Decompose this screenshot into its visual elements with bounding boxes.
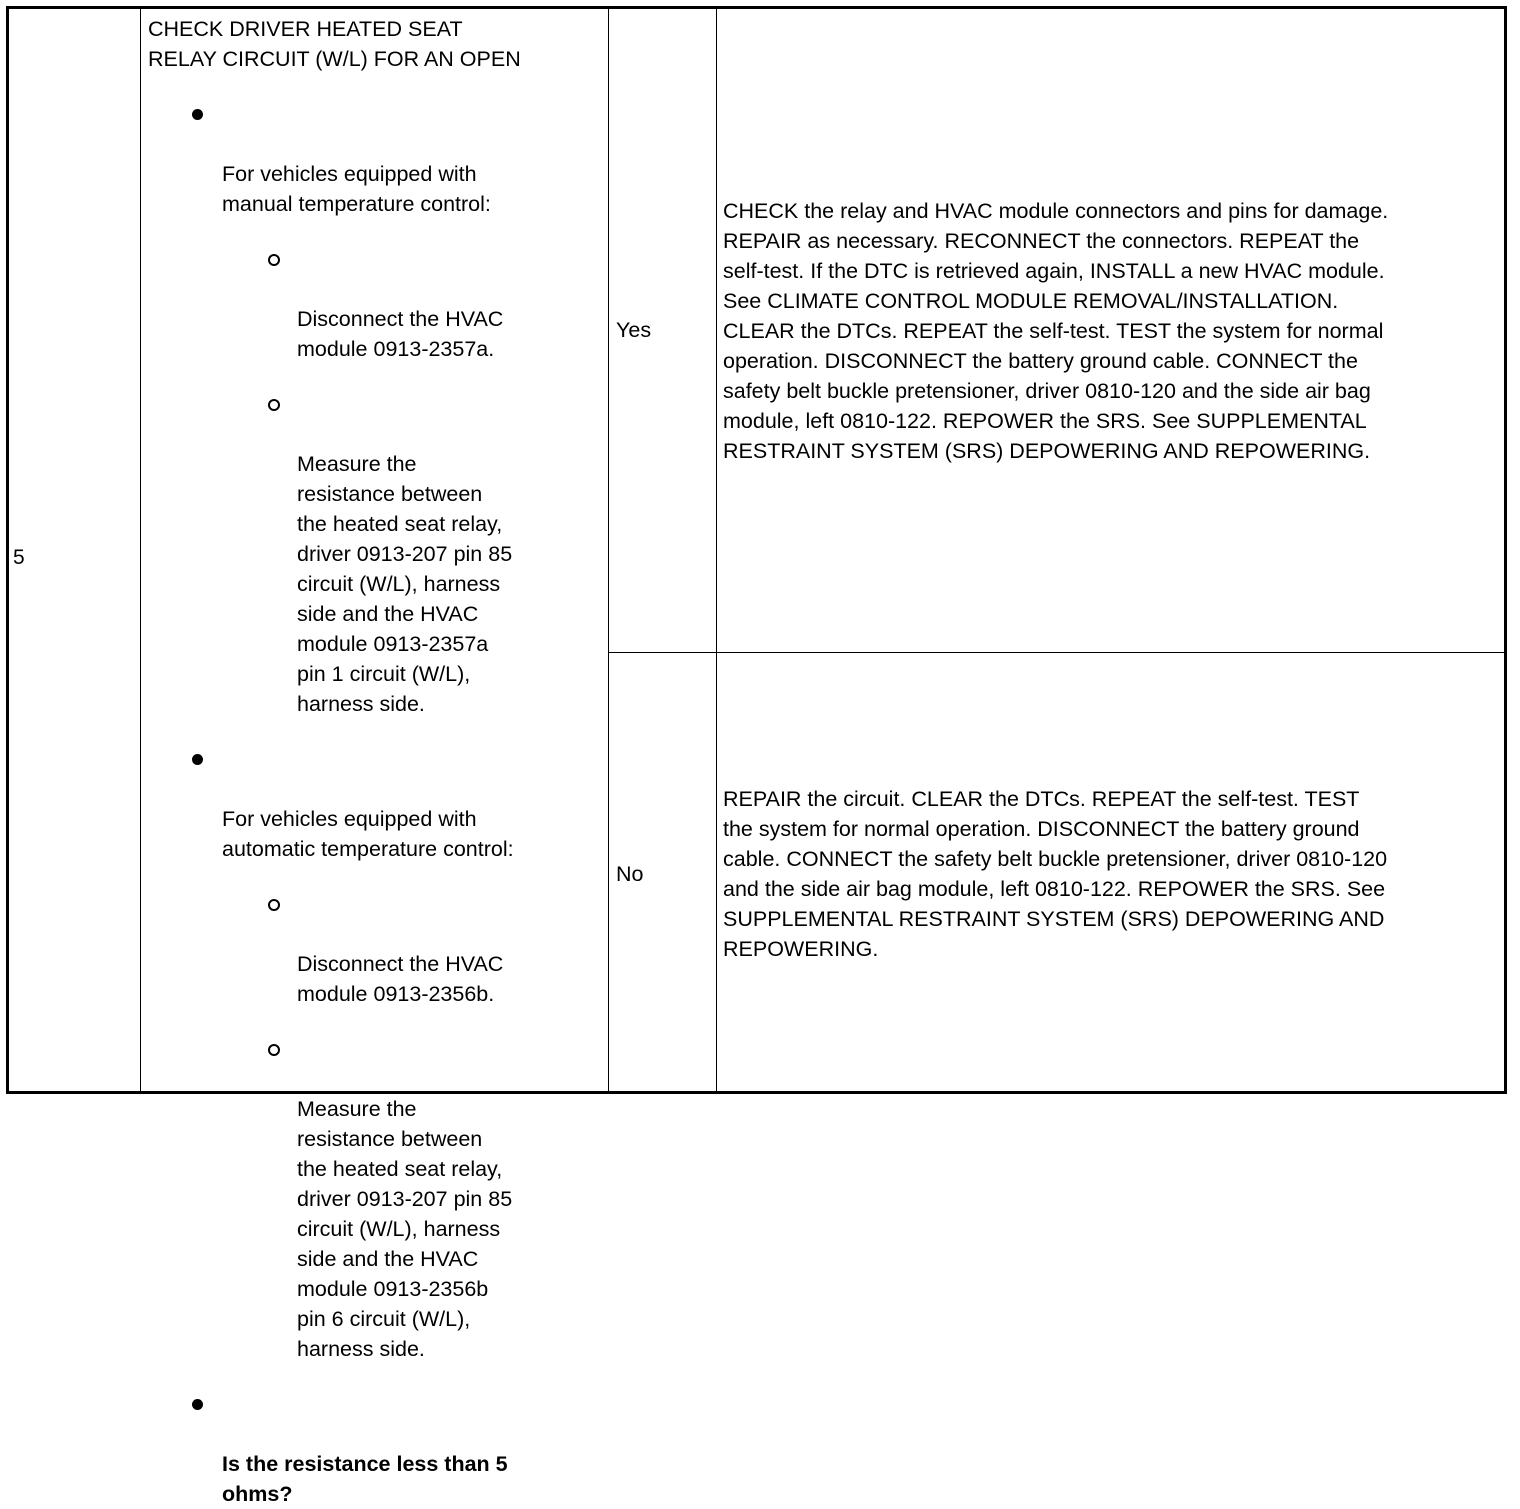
bullet-dot-icon [192, 754, 203, 765]
sub-item [148, 389, 588, 719]
row-divider [608, 652, 1504, 653]
no-label: No [616, 862, 644, 886]
step-number: 5 [13, 546, 25, 569]
sub-item [148, 889, 588, 1009]
sub-item [148, 1034, 588, 1364]
question-text: Is the resistance less than 5 ohms? [222, 1452, 508, 1506]
procedure-cell [148, 14, 588, 1509]
column-divider [716, 9, 717, 1091]
diagnostic-step-table [6, 6, 1507, 1506]
yes-action-text: CHECK the relay and HVAC module connectors and pins for damage. REPAIR as necessary. RECONNECT the connectors. REPEAT the self-test. If the DTC is retrieved again, INSTALL a new HVAC module. See CLIMATE CONTROL MODULE REMOVAL/INSTALLATION. CLEAR the DTCs. REPEAT the self-test. TEST the system for normal operation. DISCONNECT the battery ground cable. CONNECT the safety belt buckle pretensioner, driver 0810-120 and the side air bag module, left 0810-122. REPOWER the SRS. See SUPPLEMENTAL RESTRAINT SYSTEM (SRS) DEPOWERING AND REPOWERING. [723, 199, 1389, 463]
sub-bullet-circle-icon [268, 254, 280, 266]
yes-label: Yes [616, 318, 652, 342]
bullet-text: For vehicles equipped with manual temperature control: [222, 162, 491, 216]
bullet-dot-icon [192, 1399, 203, 1410]
column-divider [140, 9, 141, 1091]
bullet-text: For vehicles equipped with automatic temperature control: [222, 807, 514, 861]
column-divider [608, 9, 609, 1091]
bullet-item [148, 744, 588, 864]
sub-item-text: Disconnect the HVAC module 0913-2356b. [297, 952, 504, 1006]
sub-item-text: Disconnect the HVAC module 0913-2357a. [297, 307, 504, 361]
step-title: CHECK DRIVER HEATED SEAT RELAY CIRCUIT (W/L) FOR AN OPEN [148, 17, 521, 71]
sub-bullet-circle-icon [268, 399, 280, 411]
bullet-dot-icon [192, 109, 203, 120]
sub-bullet-circle-icon [268, 899, 280, 911]
question-item [148, 1389, 588, 1509]
sub-item-text: Measure the resistance between the heated seat relay, driver 0913-207 pin 85 circuit (W/L), harness side and the HVAC module 0913-2357a pin 1 circuit (W/L), harness side. [297, 452, 513, 716]
sub-item [148, 244, 588, 364]
sub-bullet-circle-icon [268, 1044, 280, 1056]
no-action-text: REPAIR the circuit. CLEAR the DTCs. REPEAT the self-test. TEST the system for normal operation. DISCONNECT the battery ground cable. CONNECT the safety belt buckle pretensioner, driver 0810-120 and the side air bag module, left 0810-122. REPOWER the SRS. See SUPPLEMENTAL RESTRAINT SYSTEM (SRS) DEPOWERING AND REPOWERING. [723, 787, 1388, 961]
bullet-item [148, 99, 588, 219]
sub-item-text: Measure the resistance between the heated seat relay, driver 0913-207 pin 85 circuit (W/L), harness side and the HVAC module 0913-2356b pin 6 circuit (W/L), harness side. [297, 1097, 513, 1361]
